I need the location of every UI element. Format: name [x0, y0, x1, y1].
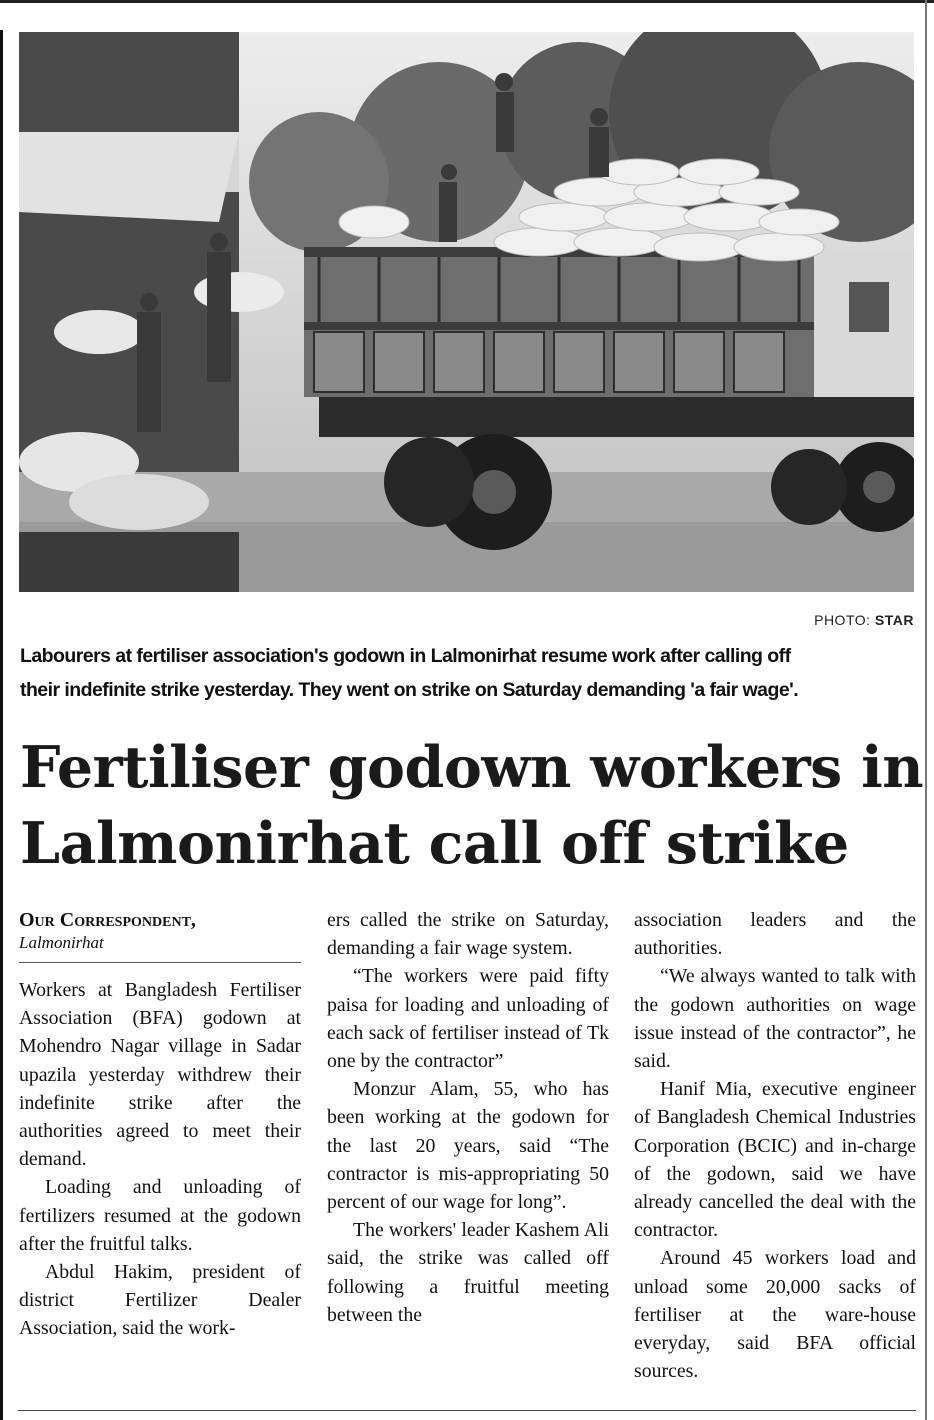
headline: [20, 730, 924, 882]
article-paragraph: Around 45 workers load and unload some 20,000 sacks of fertiliser at the ware-house everyday, said BFA official sources.: [634, 1247, 916, 1383]
byline-location: Lalmonirhat: [19, 933, 104, 952]
top-border-rule: [0, 0, 934, 3]
article-paragraph: “The workers were paid fifty paisa for loading and unloading of each sack of fertiliser instead of Tk one by the contractor”: [327, 965, 609, 1073]
article-column-1: [19, 976, 301, 1343]
article-paragraph: Monzur Alam, 55, who has been working at the godown for the last 20 years, said “The contractor is mis-appropriating 50 percent of our wage for long”.: [327, 1078, 609, 1214]
news-photo: [19, 32, 914, 592]
photo-truck-fertiliser-sacks-icon: [19, 32, 914, 592]
byline-divider: [19, 962, 301, 963]
article-paragraph: Loading and unloading of fertilizers resumed at the godown after the fruitful talks.: [19, 1176, 301, 1255]
byline-name: Our Correspondent,: [19, 909, 196, 931]
headline-line-1: Fertiliser godown workers in: [20, 734, 924, 801]
photo-credit: [600, 612, 914, 628]
headline-line-2: Lalmonirhat call off strike: [20, 810, 849, 877]
photo-credit-source: STAR: [874, 612, 914, 628]
article-paragraph: Workers at Bangladesh Fertiliser Association (BFA) godown at Mohendro Nagar village in Sadar upazila yesterday withdrew their indefinite strike after the authorities agreed to meet their demand.: [19, 979, 301, 1171]
right-border-rule: [925, 0, 927, 1420]
article-paragraph: The workers' leader Kashem Ali said, the strike was called off following a fruitful meeting between the: [327, 1219, 609, 1326]
article-paragraph: Abdul Hakim, president of district Fertilizer Dealer Association, said the work-: [19, 1261, 301, 1340]
article-column-2: [327, 906, 609, 1329]
caption-line-1: Labourers at fertiliser association's godown in Lalmonirhat resume work after calling off: [20, 645, 791, 667]
left-border-rule: [0, 30, 3, 1420]
article-column-3: [634, 906, 916, 1385]
bottom-border-rule: [18, 1410, 916, 1411]
article-paragraph: Hanif Mia, executive engineer of Bangladesh Chemical Industries Corporation (BCIC) and in-charge of the godown, said we have already cancelled the deal with the contractor.: [634, 1078, 916, 1242]
caption-line-2: their indefinite strike yesterday. They went on strike on Saturday demanding 'a fair wage'.: [20, 679, 799, 701]
article-paragraph: “We always wanted to talk with the godown authorities on wage issue instead of the contractor”, he said.: [634, 965, 916, 1073]
byline: [19, 908, 301, 954]
photo-credit-prefix: PHOTO:: [814, 612, 871, 628]
article-paragraph: ers called the strike on Saturday, demanding a fair wage system.: [327, 909, 609, 960]
photo-caption: [20, 639, 916, 707]
article-paragraph: association leaders and the authorities.: [634, 909, 916, 960]
